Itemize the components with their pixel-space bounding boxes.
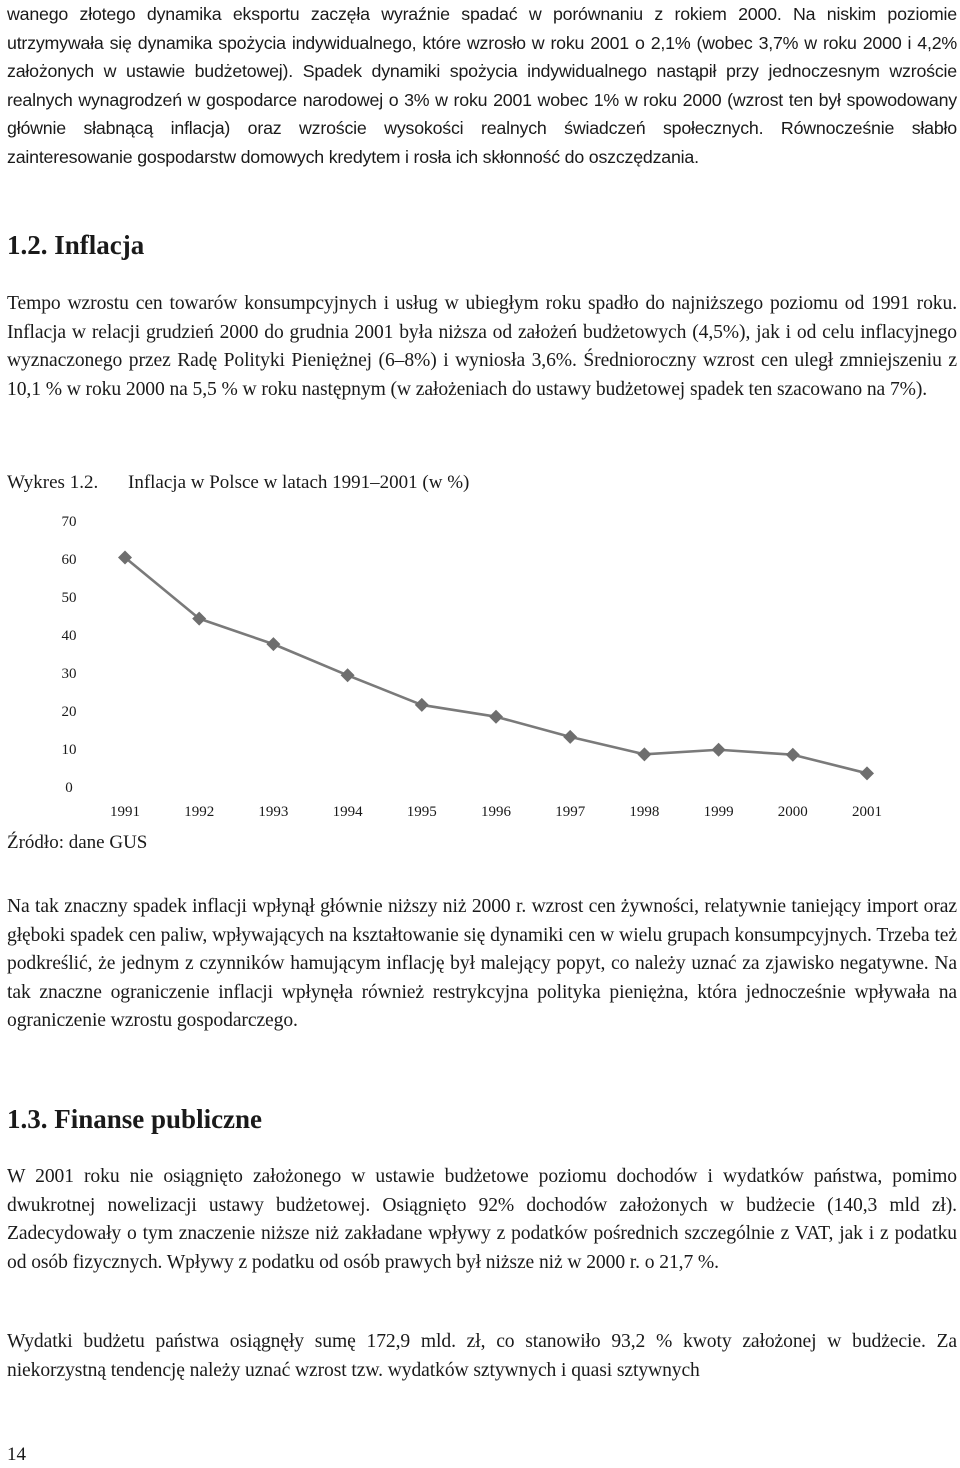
- paragraph-inflation-causes: Na tak znaczny spadek inflacji wpłynął głównie niższy niż 2000 r. wzrost cen żywności, relatywnie taniejący import oraz głęboki spadek cen paliw, wpływających na kształtowanie się dynamiki cen w wielu grupach konsumpcyjnych. Trzeba też podkreślić, że jednym z czynników hamującym inflację był malejący popyt, co należy uznać za zjawisko negatywne. Na tak znaczne ograniczenie inflacji wpłynęła również restrykcyjna polityka pieniężna, która jednocześnie wpływała na ograniczenie wzrostu gospodarczego.: [7, 896, 957, 1032]
- x-tick-label: 1994: [332, 804, 363, 820]
- y-tick-label: 0: [65, 780, 73, 796]
- paragraph-public-finance-revenue: W 2001 roku nie osiągnięto założonego w ustawie budżetowe poziomu dochodów i wydatków państwa, pomimo dwukrotnej nowelizacji ustawy budżetowej. Osiągnięto 92% dochodów założonych w budżecie (140,3 mld zł). Zadecydowały o tym znaczenie niższe niż zakładane wpływy z podatków pośrednich szczególnie z VAT, jak i z podatku od osób fizycznych. Wpływy z podatku od osób prawych był niższe niż w 2000 r. o 21,7 %.: [7, 1166, 957, 1273]
- data-point-1995: [415, 698, 429, 712]
- y-axis-ticks: [62, 514, 77, 796]
- paragraph-economy-consumption: [7, 0, 957, 172]
- y-tick-label: 60: [61, 552, 77, 568]
- y-tick-label: 10: [61, 742, 77, 758]
- y-tick-label: 40: [61, 628, 77, 644]
- x-tick-label: 1998: [629, 804, 660, 820]
- paragraph-inflation-intro: Tempo wzrostu cen towarów konsumpcyjnych i usług w ubiegłym roku spadło do najniższego poziomu od 1991 roku. Inflacja w relacji grudzień 2000 do grudnia 2001 była niższa od założeń budżetowych (4,5%), jak i od celu inflacyjnego wyznaczonego przez Radę Polityki Pieniężnej (6–8%) i wyniosła 3,6%. Średnioroczny wzrost cen uległ zmniejszeniu z 10,1 % w roku 2000 na 5,5 % w roku następnym (w założeniach do ustawy budżetowej spadek ten szacowano na 7%).: [7, 293, 957, 400]
- data-point-1996: [489, 710, 503, 724]
- data-point-1999: [712, 743, 726, 757]
- x-axis-ticks: [110, 804, 882, 820]
- x-tick-label: 1993: [258, 804, 289, 820]
- data-point-1993: [266, 637, 280, 651]
- x-tick-label: 1999: [703, 804, 734, 820]
- x-tick-label: 2001: [852, 804, 882, 820]
- y-tick-label: 50: [61, 590, 77, 606]
- data-point-1994: [341, 668, 355, 682]
- x-tick-label: 1996: [481, 804, 511, 820]
- paragraph-public-finance-spending: Wydatki budżetu państwa osiągnęły sumę 172,9 mld. zł, co stanowiło 93,2 % kwoty założonej w budżecie. Za niekorzystną tendencję należy uznać wzrost tzw. wydatków sztywnych i quasi sztywnych: [7, 1331, 957, 1381]
- paragraph-economy-part2: Spadek dynamiki spożycia indywidualnego nastąpił przy jednoczesnym wzroście realnych wynagrodzeń w gospodarce narodowej o 3% w roku 2001 wobec 1% w roku 2000 (wzrost ten był spowodowany głównie słabnącą inflacja) oraz wzroście wysokości realnych świadczeń społecznych. Równocześnie słabło zainteresowanie gospodarstw domowych kredytem i rosła ich skłonność do oszczędzania.: [7, 61, 957, 167]
- x-tick-label: 2000: [777, 804, 808, 820]
- data-point-2000: [786, 748, 800, 762]
- x-tick-label: 1995: [406, 804, 437, 820]
- page-number: 14: [7, 1444, 26, 1465]
- series-line: [125, 557, 867, 773]
- figure-caption: [7, 470, 469, 496]
- y-tick-label: 30: [61, 666, 77, 682]
- y-tick-label: 20: [61, 704, 77, 720]
- data-point-2001: [860, 766, 874, 780]
- inflation-line-chart: [0, 500, 960, 830]
- paragraph-economy-part1: wanego złotego dynamika eksportu zaczęła wyraźnie spadać w porównaniu z rokiem 2000. Na niskim poziomie utrzymywała się dynamika spożycia indywidualnego, które wzrosło w roku 2001 o 2,1% (wobec 3,7% w roku 2000 i 4,2% założonych w ustawie budżetowej).: [7, 4, 957, 82]
- section-heading-finanse: 1.3. Finanse publiczne: [7, 1104, 263, 1134]
- figure-number: Wykres 1.2.: [7, 472, 99, 493]
- x-tick-label: 1997: [555, 804, 586, 820]
- section-heading-inflacja: 1.2. Inflacja: [7, 230, 145, 260]
- figure-title: Inflacja w Polsce w latach 1991–2001 (w %): [128, 472, 470, 493]
- y-tick-label: 70: [61, 514, 77, 530]
- x-tick-label: 1991: [110, 804, 140, 820]
- chart-source: Źródło: dane GUS: [7, 832, 148, 853]
- data-point-1998: [637, 747, 651, 761]
- data-point-1997: [563, 730, 577, 744]
- x-tick-label: 1992: [184, 804, 215, 820]
- inflation-series: [118, 550, 874, 780]
